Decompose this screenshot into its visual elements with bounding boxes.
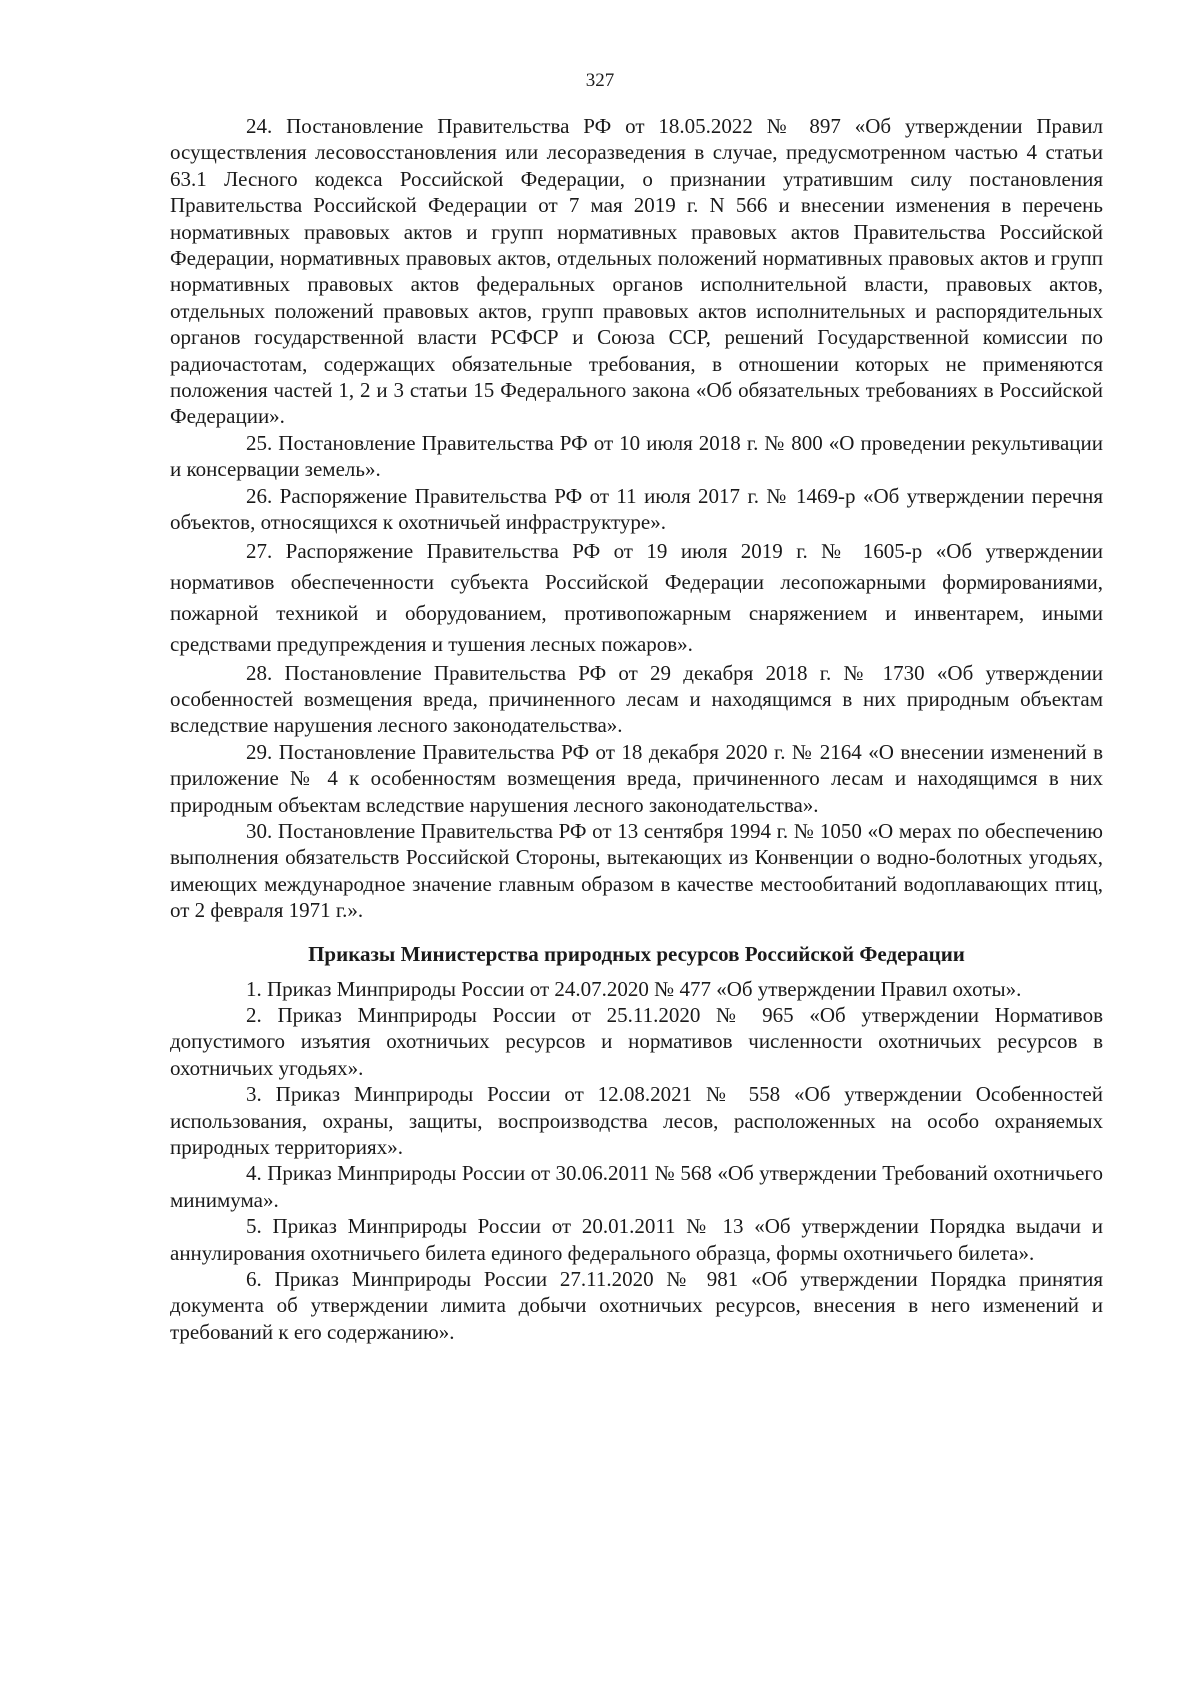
page-number: 327 (585, 70, 615, 91)
list-item-25: 25. Постановление Правительства РФ от 10 июля 2018 г. № 800 «О проведении рекультивации и консервации земель». (170, 430, 1103, 482)
list-item-26: 26. Распоряжение Правительства РФ от 11 июля 2017 г. № 1469-р «Об утверждении перечня объектов, относящихся к охотничьей инфраструктуре». (170, 483, 1103, 535)
list-item-29: 29. Постановление Правительства РФ от 18 декабря 2020 г. № 2164 «О внесении изменений в приложение № 4 к особенностям возмещения вреда, причиненного лесам и находящимся в них природным объектам вследствие нарушения лесного законодательства». (170, 739, 1103, 817)
list-item-28: 28. Постановление Правительства РФ от 29 декабря 2018 г. № 1730 «Об утверждении особенностей возмещения вреда, причиненного лесам и находящимся в них природным объектам вследствие нарушения лесного законодательства». (170, 660, 1103, 738)
section-heading: Приказы Министерства природных ресурсов Российской Федерации (308, 941, 965, 966)
order-item-4: 4. Приказ Минприроды России от 30.06.2011 № 568 «Об утверждении Требований охотничьего минимума». (170, 1161, 1103, 1212)
order-item-3: 3. Приказ Минприроды России от 12.08.2021 № 558 «Об утверждении Особенностей использования, охраны, защиты, воспроизводства лесов, расположенных на особо охраняемых природных территориях». (170, 1082, 1103, 1159)
list-item-27: 27. Распоряжение Правительства РФ от 19 июля 2019 г. № 1605-р «Об утверждении нормативов обеспеченности субъекта Российской Федерации лесопожарными формированиями, пожарной техникой и оборудованием, противопожарным снаряжением и инвентарем, иными средствами предупреждения и тушения лесных пожаров». (170, 538, 1103, 656)
list-item-30: 30. Постановление Правительства РФ от 13 сентября 1994 г. № 1050 «О мерах по обеспечению выполнения обязательств Российской Стороны, вытекающих из Конвенции о водно-болотных угодьях, имеющих международное значение главным образом в качестве местообитаний водоплавающих птиц, от 2 февраля 1971 г.». (170, 818, 1103, 923)
order-item-5: 5. Приказ Минприроды России от 20.01.2011 № 13 «Об утверждении Порядка выдачи и аннулирования охотничьего билета единого федерального образца, формы охотничьего билета». (170, 1214, 1103, 1265)
list-item-24: 24. Постановление Правительства РФ от 18.05.2022 № 897 «Об утверждении Правил осуществления лесовосстановления или лесоразведения в случае, предусмотренном частью 4 статьи 63.1 Лесного кодекса Российской Федерации, о признании утратившим силу постановления Правительства Российской Федерации от 7 мая 2019 г. N 566 и внесении изменения в перечень нормативных правовых актов и групп нормативных правовых актов Правительства Российской Федерации, нормативных правовых актов, отдельных положений нормативных правовых актов и групп нормативных правовых актов федеральных органов исполнительной власти, правовых актов, отдельных положений правовых актов, групп правовых актов исполнительных и распорядительных органов государственной власти РСФСР и Союза ССР, решений Государственной комиссии по радиочастотам, содержащих обязательные требования, в отношении которых не применяются положения частей 1, 2 и 3 статьи 15 Федерального закона «Об обязательных требованиях в Российской Федерации». (170, 114, 1103, 429)
order-item-2: 2. Приказ Минприроды России от 25.11.2020 № 965 «Об утверждении Нормативов допустимого изъятия охотничьих ресурсов и нормативов численности охотничьих ресурсов в охотничьих угодьях». (170, 1002, 1103, 1080)
document-body (170, 113, 1103, 1345)
order-item-1: 1. Приказ Минприроды России от 24.07.2020 № 477 «Об утверждении Правил охоты». (246, 976, 1022, 1001)
order-item-6: 6. Приказ Минприроды России 27.11.2020 № 981 «Об утверждении Порядка принятия документа об утверждении лимита добычи охотничьих ресурсов, внесения в него изменений и требований к его содержанию». (170, 1267, 1103, 1344)
